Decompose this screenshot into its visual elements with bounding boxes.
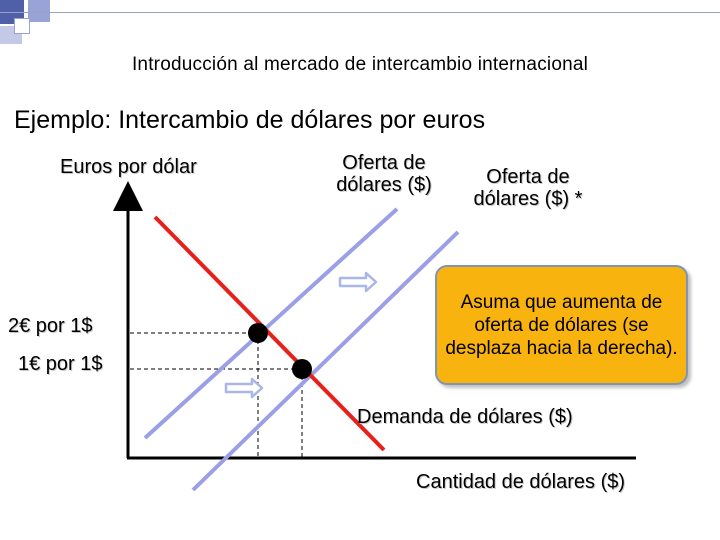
price-label-2-euros: 2€ por 1$: [8, 315, 93, 337]
y-axis-label: Euros por dólar: [60, 156, 197, 178]
supply-curve-shifted: [193, 232, 458, 490]
demand-curve-label: Demanda de dólares ($): [357, 406, 573, 428]
supply-shifted-label-text: Oferta de dólares ($) *: [473, 166, 583, 210]
x-axis-label: Cantidad de dólares ($): [416, 471, 626, 493]
price-label-1-euro: 1€ por 1$: [18, 353, 103, 375]
supply-curve-label: [322, 152, 446, 196]
equilibrium-point-new: [292, 359, 312, 379]
supply-shifted-label: [458, 166, 598, 210]
shift-arrow-right-icon: [226, 379, 262, 397]
slide-subtitle: Ejemplo: Intercambio de dólares por euros: [14, 106, 486, 134]
slide-title: Introducción al mercado de intercambio internacional: [131, 54, 589, 75]
shift-arrow-right-icon: [340, 273, 376, 291]
callout-text: Asuma que aumenta de oferta de dólares (se desplaza hacia la derecha).: [445, 291, 678, 359]
equilibrium-point-initial: [248, 323, 268, 343]
assumption-callout: [435, 265, 688, 385]
supply-curve-label-text: Oferta de dólares ($): [336, 152, 432, 196]
